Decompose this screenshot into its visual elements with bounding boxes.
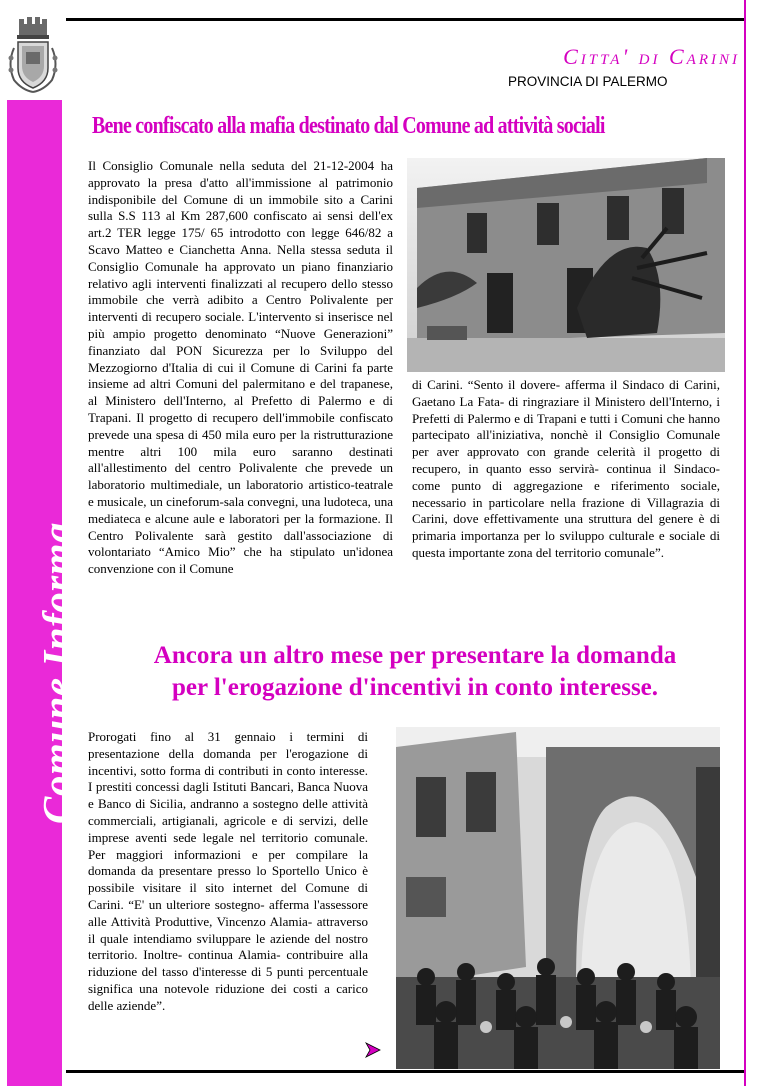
bottom-rule — [66, 1070, 744, 1073]
article1-headline: Bene confiscato alla mafia destinato dal Comune ad attività sociali — [92, 113, 605, 139]
arrow-bullet-icon — [365, 1042, 381, 1058]
top-rule — [66, 18, 744, 21]
article2-headline-line2: per l'erogazione d'incentivi in conto interesse. — [171, 674, 659, 701]
sidebar-band — [7, 100, 80, 1086]
province-name: PROVINCIA DI PALERMO — [508, 74, 668, 89]
article2-headline-line1: Ancora un altro mese per presentare la domanda — [153, 642, 677, 669]
right-margin-line — [744, 0, 746, 1086]
street-crowd-photo — [396, 727, 720, 1069]
article1-column2: di Carini. “Sento il dovere- afferma il Sindaco di Carini, Gaetano La Fata- di ringraziare il Ministero dell'Interno, i Prefetti di Palermo e di Trapani e tutti i Comuni che hanno partecipato all'iniziativa, nonchè il Consiglio Comunale per aver approvato con grande celerità il progetto di recupero, in quanto esso servirà- continua il Sindaco- come punto di aggregazione e riferimento sociale, necessario in particolare nella frazione di Villagrazia di Carini, dove effettivamente una struttura del genere è di primaria importanza per lo sviluppo culturale e sociale di questa importante zona del territorio comunale”. — [412, 377, 720, 560]
article1-column1: Il Consiglio Comunale nella seduta del 21-12-2004 ha approvato la presa d'atto all'immissione al patrimonio indisponibile del Comune di un immobile sito a Carini sulla S.S 113 al Km 287,600 confiscato ai sensi dell'ex art.2 TER legge 175/ 65 introdotto con legge 646/82 a Scavo Matteo e Cianchetta Anna. Nella stessa seduta il Consiglio Comunale ha approvato un piano finanziario relativo agli interventi finalizzati al recupero dello stesso immobile che verrà adibito a Centro Polivalente per interventi di recupero sociale. L'intervento si inserisce nel più ampio progetto denominato “Nuove Generazioni” finanziato dal PON Sicurezza per lo Sviluppo del Mezzogiorno d'Italia di cui il Comune di Carini fa parte insieme ad altri Comuni del palermitano e del trapanese, al Ministero dell'Interno, al Prefetto di Palermo e di Trapani. Il progetto di recupero dell'immobile confiscato prevede una spesa di 450 mila euro per la ristrutturazione mentre altri 100 mila euro saranno destinati all'allestimento del centro Polivalente che prevede un laboratorio multimediale, un laboratorio artistico-teatrale e musicale, un cineforum-sala convegni, una ludoteca, una mediateca e alcune aule e laboratori per la formazione. Il Centro Polivalente sarà gestito dall'associazione di volontariato “Amico Mio” che ha stipulato un'idonea convenzione con il Comune — [88, 158, 393, 577]
city-name: Citta' di Carini — [563, 44, 740, 69]
city-crest-icon — [4, 14, 62, 96]
building-photo — [407, 158, 725, 372]
article2-headline — [90, 640, 740, 704]
article2-body: Prorogati fino al 31 gennaio i termini di presentazione della domanda per l'erogazione di incentivi, sotto forma di contributi in conto interesse. I prestiti concessi dagli Istituti Bancari, Banca Nuova e Banco di Sicilia, andranno a sostegno delle attività commerciali, artigianali, agricole e di servizi, delle imprese aventi sede legale nel territorio comunale. Per maggiori informazioni e per compilare la domanda da presentare presso lo Sportello Unico è possibile visitare il sito internet del Comune di Carini. “E' un ulteriore sostegno- afferma l'assessore alle Attività Produttive, Vincenzo Alamia- attraverso il quale intendiamo sviluppare le aziende del nostro territorio. Inoltre- continua Alamia- contribuire alla riduzione del tasso d'interesse di 5 punti percentuale significa una notevole riduzione dei costi a carico delle aziende”. — [88, 729, 368, 1013]
sidebar-title: Comune Informa — [34, 521, 80, 824]
